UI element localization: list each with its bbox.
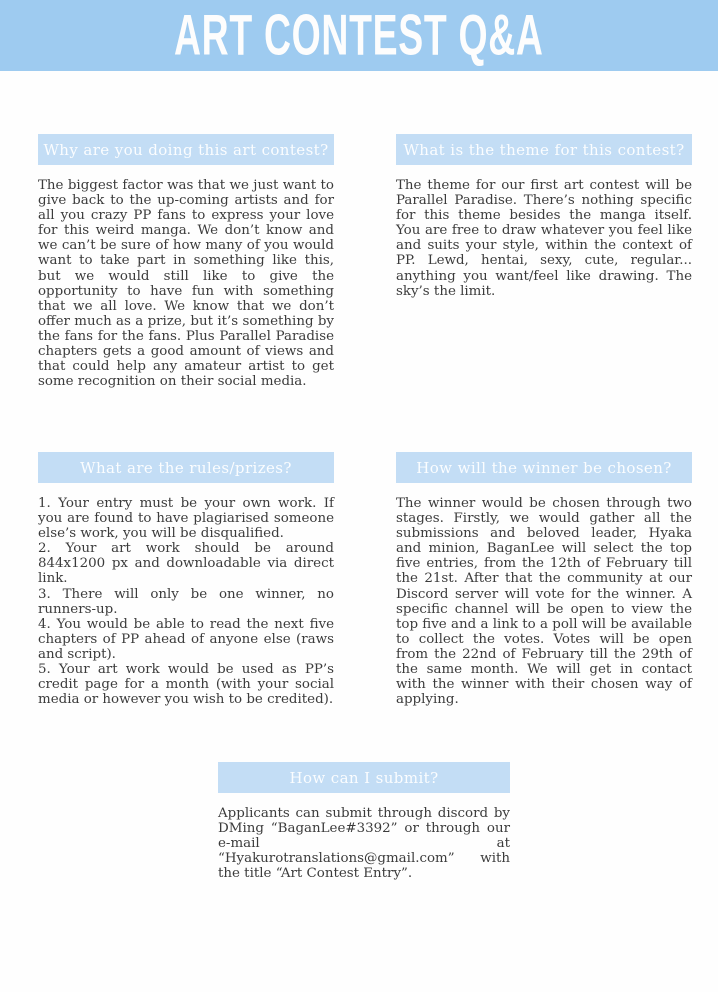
qa-section-theme: [396, 134, 692, 299]
question-header-submit: How can I submit?: [218, 762, 510, 793]
qa-section-why: [38, 134, 334, 389]
rule-item-5: 5. Your art work would be used as PP’s credit page for a month (with your social media or however you wish to be credited).: [38, 662, 334, 708]
answer-text-theme: The theme for our first art contest will be Parallel Paradise. There’s nothing specific for this theme besides the manga itself. You are free to draw whatever you feel like and suits your style, within the context of PP. Lewd, hentai, sexy, cute, regular... anything you want/feel like drawing. The sky’s the limit.: [396, 178, 692, 299]
qa-section-submit: [218, 762, 510, 881]
question-header-why: Why are you doing this art contest?: [38, 134, 334, 165]
question-header-winner: How will the winner be chosen?: [396, 452, 692, 483]
rule-item-4: 4. You would be able to read the next five chapters of PP ahead of anyone else (raws and script).: [38, 616, 334, 662]
answer-text-why: The biggest factor was that we just want to give back to the up-coming artists and for all you crazy PP fans to express your love for this weird manga. We don’t know and we can’t be sure of how many of you would want to take part in something like this, but we would still like to give the opportunity to have fun with something that we all love. We know that we don’t offer much as a prize, but it’s something by the fans for the fans. Plus Parallel Paradise chapters gets a good amount of views and that could help any amateur artist to get some recognition on their social media.: [38, 178, 334, 390]
answer-text-winner: The winner would be chosen through two stages. Firstly, we would gather all the submissions and beloved leader, Hyaka and minion, BaganLee will select the top five entries, from the 12th of February till the 21st. After that the community at our Discord server will vote for the winner. A specific channel will be open to view the top five and a link to a poll will be available to collect the votes. Votes will be open from the 22nd of February till the 29th of the same month. We will get in contact with the winner with their chosen way of applying.: [396, 496, 692, 708]
qa-section-rules: [38, 452, 334, 707]
rule-item-3: 3. There will only be one winner, no runners-up.: [38, 586, 334, 617]
answer-text-submit: Applicants can submit through discord by DMing “BaganLee#3392” or through our e-mail at “Hyakurotranslations@gmail.com” with the title “Art Contest Entry”.: [218, 806, 510, 882]
question-header-rules: What are the rules/prizes?: [38, 452, 334, 483]
rules-list: [38, 496, 334, 707]
rule-item-2: 2. Your art work should be around 844x1200 px and downloadable via direct link.: [38, 541, 334, 587]
title-banner: [0, 0, 718, 71]
rule-item-1: 1. Your entry must be your own work. If you are found to have plagiarised someone else’s work, you will be disqualified.: [38, 496, 334, 542]
page-title: ART CONTEST Q&A: [174, 2, 544, 68]
qa-section-winner: [396, 452, 692, 707]
question-header-theme: What is the theme for this contest?: [396, 134, 692, 165]
